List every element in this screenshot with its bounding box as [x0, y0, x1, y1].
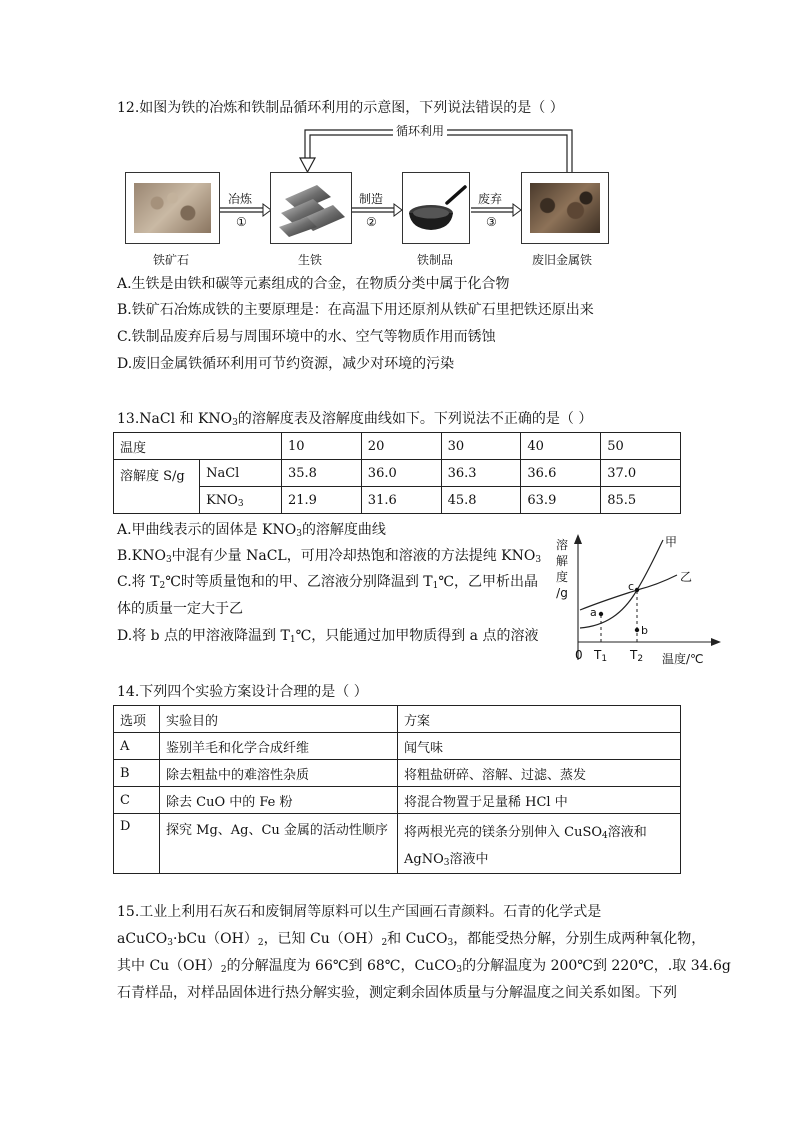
q13-option-b: $B.KNO_3$中混有少量 NaCL，可用冷却热饱和溶液的方法提纯 $KNO_3$	[117, 548, 542, 565]
table-header-cell: 实验目的	[160, 706, 398, 733]
table-cell: 将粗盐研碎、溶解、过滤、蒸发	[398, 760, 681, 787]
y-axis-label: 溶 解 度 /g	[555, 538, 568, 600]
step-number: ①	[236, 215, 247, 229]
point-c	[635, 588, 639, 592]
table-cell: 21.9	[282, 487, 362, 514]
q12-stem: 12.如图为铁的冶炼和铁制品循环利用的示意图，下列说法错误的是（ ）	[117, 100, 564, 116]
q15-line-2: $aCuCO_3\cdot bCu(OH)_2$，已知 $Cu(OH)_2$和 CuCO$_3$，都能受热分解，分别生成两种氧化物，	[117, 931, 706, 948]
table-cell: 35.8	[282, 460, 362, 487]
loop-back-line	[310, 135, 567, 172]
q12-option-d: D.废旧金属铁循环利用可节约资源，减少对环境的污染	[117, 356, 455, 372]
table-row	[114, 814, 681, 874]
q13-stem: 13.NaCl 和 $KNO_3$的溶解度表及溶解度曲线如下。下列说法不正确的是（ ）	[117, 411, 593, 428]
table-cell: $KNO_3$	[200, 487, 282, 514]
table-cell: 除去 CuO 中的 Fe 粉	[160, 787, 398, 814]
point-a	[599, 612, 603, 616]
node-label: 铁制品	[417, 253, 454, 267]
table-cell: 探究 Mg、Ag、Cu 金属的活动性顺序	[160, 814, 398, 874]
table-cell: B	[114, 760, 160, 787]
q13-option-a: A.甲曲线表示的固体是 $KNO_3$的溶解度曲线	[117, 522, 386, 539]
loop-arrow-head	[300, 158, 315, 172]
q15-line-3: 其中 $Cu(OH)_2$的分解温度为 66℃到 68℃，CuCO$_3$的分解温度为 200℃到 220℃，.取 34.6g	[117, 958, 731, 975]
table-header-cell: 温度	[114, 433, 282, 460]
table-cell: A	[114, 733, 160, 760]
table-cell: NaCl	[200, 460, 282, 487]
table-cell: 将两根光亮的镁条分别伸入 CuSO$_4$溶液和 AgNO$_3$溶液中	[398, 814, 681, 874]
pig-iron-ingots-icon	[271, 173, 351, 243]
table-header-cell: 选项	[114, 706, 160, 733]
node-iron-ore	[125, 172, 220, 244]
table-row-header: 溶解度 S/g	[114, 460, 200, 514]
q12-option-a: A.生铁是由铁和碳等元素组成的合金，在物质分类中属于化合物	[117, 276, 510, 292]
q15-line-4: 石青样品，对样品固体进行热分解实验，测定剩余固体质量与分解温度之间关系如图。下列	[117, 985, 677, 1001]
point-a-label: a	[590, 606, 597, 619]
table-row	[114, 433, 681, 460]
table-cell: 36.6	[521, 460, 601, 487]
table-cell: 36.3	[441, 460, 521, 487]
q13-solubility-table	[113, 432, 681, 514]
table-cell: 鉴别羊毛和化学合成纤维	[160, 733, 398, 760]
node-label: 生铁	[298, 253, 323, 267]
curve-label-jia: 甲	[665, 535, 678, 549]
step-label: 废弃	[478, 192, 503, 206]
t1-label: $T_1$	[594, 648, 608, 664]
table-cell: 36.0	[361, 460, 441, 487]
step-label: 冶炼	[228, 192, 253, 206]
step-label: 制造	[359, 192, 384, 206]
table-cell: 除去粗盐中的难溶性杂质	[160, 760, 398, 787]
step-number: ③	[486, 215, 497, 229]
point-b-label: b	[641, 624, 648, 637]
table-row	[114, 760, 681, 787]
point-b	[635, 628, 639, 632]
table-header-cell: 10	[282, 433, 362, 460]
table-row	[114, 733, 681, 760]
table-header-cell: 20	[361, 433, 441, 460]
node-iron-product	[402, 172, 470, 244]
table-row	[114, 787, 681, 814]
x-axis-label: 温度/℃	[662, 652, 704, 666]
loop-label: 循环利用	[393, 122, 447, 139]
table-cell: D	[114, 814, 160, 874]
table-row	[114, 706, 681, 733]
node-label: 铁矿石	[153, 253, 190, 267]
step-number: ②	[366, 215, 377, 229]
iron-ore-photo-icon	[134, 183, 211, 233]
table-cell: 37.0	[601, 460, 681, 487]
q14-stem: 14.下列四个实验方案设计合理的是（ ）	[117, 684, 368, 700]
table-header-cell: 50	[601, 433, 681, 460]
table-cell: 85.5	[601, 487, 681, 514]
q12-option-b: B.铁矿石冶炼成铁的主要原理是：在高温下用还原剂从铁矿石里把铁还原出来	[117, 302, 594, 318]
table-cell: 63.9	[521, 487, 601, 514]
table-cell: 闻气味	[398, 733, 681, 760]
table-cell: 45.8	[441, 487, 521, 514]
node-label: 废旧金属铁	[532, 253, 593, 267]
q15-line-1: 15.工业上利用石灰石和废铜屑等原料可以生产国画石青颜料。石青的化学式是	[117, 904, 602, 920]
iron-pan-icon	[403, 173, 469, 243]
origin-label: 0	[575, 648, 583, 662]
scrap-iron-photo-icon	[530, 183, 600, 233]
table-cell: C	[114, 787, 160, 814]
q13-option-c: C.将 $T_2℃$时等质量饱和的甲、乙溶液分别降温到 $T_1℃$，乙甲析出晶	[117, 574, 539, 591]
node-pig-iron	[270, 172, 352, 244]
q13-option-c-cont: 体的质量一定大于乙	[117, 601, 243, 617]
table-header-cell: 方案	[398, 706, 681, 733]
table-cell: 31.6	[361, 487, 441, 514]
q14-experiment-table	[113, 705, 681, 874]
table-cell: 将混合物置于足量稀 HCl 中	[398, 787, 681, 814]
q13-option-d: D.将 b 点的甲溶液降温到 $T_1℃$，只能通过加甲物质得到 a 点的溶液	[117, 628, 539, 645]
table-row	[114, 460, 681, 487]
table-header-cell: 40	[521, 433, 601, 460]
node-scrap-iron	[521, 172, 609, 244]
t2-label: $T_2$	[630, 648, 644, 664]
q12-option-c: C.铁制品废弃后易与周围环境中的水、空气等物质作用而锈蚀	[117, 329, 496, 345]
table-header-cell: 30	[441, 433, 521, 460]
curve-label-yi: 乙	[680, 570, 693, 584]
point-c-label: c	[628, 580, 635, 593]
